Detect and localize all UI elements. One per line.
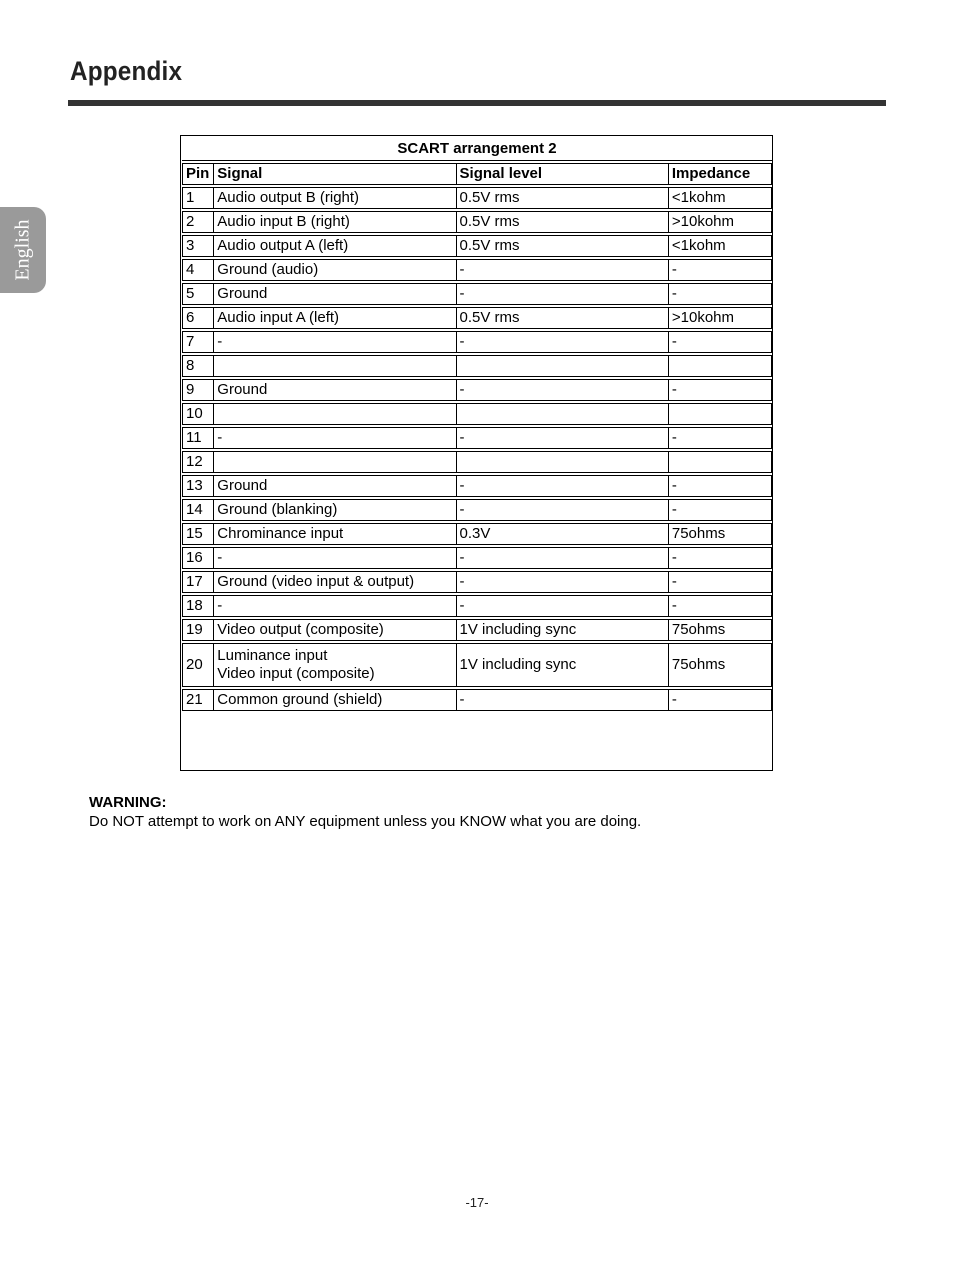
impedance-cell: [669, 451, 772, 473]
table-row: [182, 427, 772, 449]
signal-cell: Chrominance input: [214, 523, 456, 545]
scart-table: [182, 136, 772, 713]
table-row: [182, 235, 772, 257]
pin-cell: 15: [182, 523, 214, 545]
table-caption: SCART arrangement 2: [182, 138, 772, 161]
signal-cell: Audio input A (left): [214, 307, 456, 329]
signal-level-cell: 0.5V rms: [457, 187, 669, 209]
signal-cell: -: [214, 427, 456, 449]
pin-cell: 19: [182, 619, 214, 641]
impedance-cell: -: [669, 499, 772, 521]
signal-cell: [214, 403, 456, 425]
column-header-signal-level: Signal level: [457, 163, 669, 185]
table-header-row: [182, 163, 772, 185]
signal-cell: -: [214, 331, 456, 353]
signal-level-cell: 1V including sync: [457, 619, 669, 641]
signal-cell: Audio output B (right): [214, 187, 456, 209]
signal-cell: Ground (blanking): [214, 499, 456, 521]
impedance-cell: 75ohms: [669, 619, 772, 641]
pin-cell: 16: [182, 547, 214, 569]
impedance-cell: <1kohm: [669, 235, 772, 257]
impedance-cell: [669, 355, 772, 377]
signal-level-cell: 0.3V: [457, 523, 669, 545]
impedance-cell: -: [669, 571, 772, 593]
signal-cell: Ground (video input & output): [214, 571, 456, 593]
pin-cell: 14: [182, 499, 214, 521]
signal-cell: [214, 643, 456, 687]
scart-table-frame: [180, 135, 773, 771]
table-row: [182, 499, 772, 521]
column-header-pin: Pin: [182, 163, 214, 185]
pin-cell: 1: [182, 187, 214, 209]
signal-level-cell: -: [457, 259, 669, 281]
title-divider: [68, 100, 886, 106]
pin-cell: 7: [182, 331, 214, 353]
table-row: [182, 187, 772, 209]
signal-cell: -: [214, 595, 456, 617]
pin-cell: 17: [182, 571, 214, 593]
signal-cell: Ground: [214, 283, 456, 305]
pin-cell: 9: [182, 379, 214, 401]
language-tab: [0, 207, 46, 293]
table-row: [182, 331, 772, 353]
warning-block: [89, 793, 641, 831]
table-row: [182, 595, 772, 617]
signal-level-cell: [457, 355, 669, 377]
page-number: -17-: [465, 1195, 489, 1210]
signal-level-cell: -: [457, 331, 669, 353]
impedance-cell: -: [669, 475, 772, 497]
signal-level-cell: 0.5V rms: [457, 211, 669, 233]
impedance-cell: <1kohm: [669, 187, 772, 209]
pin-cell: 3: [182, 235, 214, 257]
warning-heading: WARNING:: [89, 794, 167, 811]
pin-cell: 5: [182, 283, 214, 305]
table-row: [182, 571, 772, 593]
impedance-cell: -: [669, 595, 772, 617]
signal-line: Video input (composite): [217, 665, 375, 682]
table-row: [182, 259, 772, 281]
table-row: [182, 211, 772, 233]
impedance-cell: -: [669, 259, 772, 281]
signal-cell: Ground (audio): [214, 259, 456, 281]
pin-cell: 13: [182, 475, 214, 497]
impedance-cell: -: [669, 547, 772, 569]
impedance-cell: 75ohms: [669, 523, 772, 545]
table-row: [182, 355, 772, 377]
impedance-cell: -: [669, 379, 772, 401]
table-row: [182, 475, 772, 497]
signal-line: Luminance input: [217, 647, 328, 664]
signal-level-cell: -: [457, 595, 669, 617]
impedance-cell: >10kohm: [669, 307, 772, 329]
signal-level-cell: -: [457, 379, 669, 401]
pin-cell: 8: [182, 355, 214, 377]
table-row: [182, 283, 772, 305]
pin-cell: 10: [182, 403, 214, 425]
impedance-cell: -: [669, 331, 772, 353]
pin-cell: 11: [182, 427, 214, 449]
pin-cell: 6: [182, 307, 214, 329]
signal-cell: Ground: [214, 475, 456, 497]
table-row: [182, 643, 772, 687]
signal-level-cell: -: [457, 689, 669, 711]
signal-level-cell: -: [457, 427, 669, 449]
signal-level-cell: -: [457, 283, 669, 305]
column-header-signal: Signal: [214, 163, 456, 185]
signal-level-cell: -: [457, 499, 669, 521]
pin-cell: 18: [182, 595, 214, 617]
table-row: [182, 307, 772, 329]
warning-text: Do NOT attempt to work on ANY equipment unless you KNOW what you are doing.: [89, 813, 642, 830]
signal-cell: Audio output A (left): [214, 235, 456, 257]
pin-cell: 21: [182, 689, 214, 711]
impedance-cell: [669, 403, 772, 425]
table-row: [182, 619, 772, 641]
impedance-cell: -: [669, 427, 772, 449]
impedance-cell: 75ohms: [669, 643, 772, 687]
signal-cell: Ground: [214, 379, 456, 401]
column-header-impedance: Impedance: [669, 163, 772, 185]
signal-cell: Video output (composite): [214, 619, 456, 641]
table-row: [182, 403, 772, 425]
impedance-cell: >10kohm: [669, 211, 772, 233]
signal-cell: -: [214, 547, 456, 569]
table-row: [182, 689, 772, 711]
signal-level-cell: -: [457, 475, 669, 497]
pin-cell: 2: [182, 211, 214, 233]
impedance-cell: -: [669, 283, 772, 305]
signal-cell: [214, 355, 456, 377]
table-row: [182, 451, 772, 473]
signal-level-cell: -: [457, 547, 669, 569]
table-body: [182, 187, 772, 711]
table-row: [182, 547, 772, 569]
impedance-cell: -: [669, 689, 772, 711]
signal-level-cell: 1V including sync: [457, 643, 669, 687]
signal-level-cell: [457, 403, 669, 425]
signal-level-cell: 0.5V rms: [457, 307, 669, 329]
signal-level-cell: 0.5V rms: [457, 235, 669, 257]
table-row: [182, 523, 772, 545]
signal-level-cell: [457, 451, 669, 473]
table-row: [182, 379, 772, 401]
page-title: Appendix: [70, 56, 183, 86]
language-tab-label: English: [11, 219, 34, 281]
signal-cell: Common ground (shield): [214, 689, 456, 711]
pin-cell: 12: [182, 451, 214, 473]
signal-level-cell: -: [457, 571, 669, 593]
signal-cell: Audio input B (right): [214, 211, 456, 233]
pin-cell: 20: [182, 643, 214, 687]
pin-cell: 4: [182, 259, 214, 281]
signal-cell: [214, 451, 456, 473]
